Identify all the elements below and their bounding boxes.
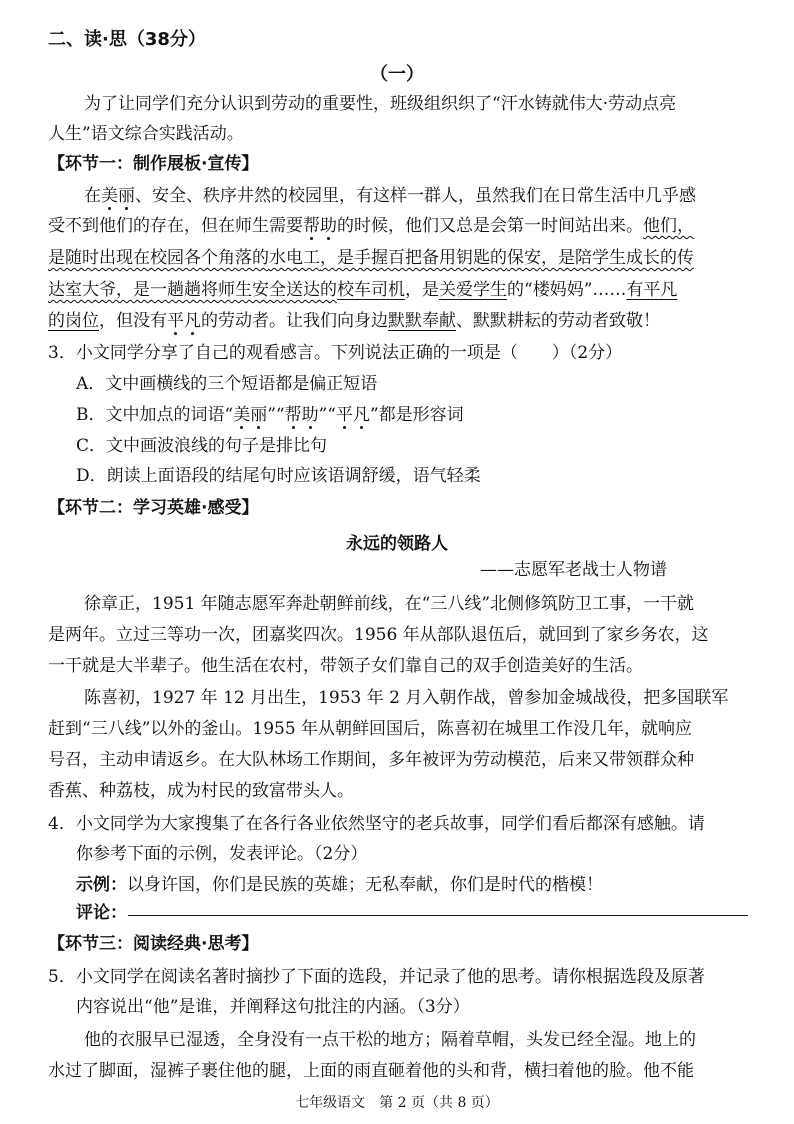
dotted-char: 美 xyxy=(101,186,118,206)
q4-line-2: 你参考下面的示例，发表评论。（2分） xyxy=(76,844,368,864)
part-number: （一） xyxy=(370,64,424,85)
q5-line-2: 内容说出“他”是谁，并阐释这句批注的内涵。（3分） xyxy=(76,997,470,1017)
article-p1-line-1: 徐章正，1951 年随志愿军奔赴朝鲜前线，在“三八线”北侧修筑防卫工事，一干就 xyxy=(84,594,695,614)
article-p2-line-1: 陈喜初，1927 年 12 月出生，1953 年 2 月入朝作战，曾参加金城战役，把多国联军 xyxy=(84,688,729,708)
underlined-phrase: 的岗位 xyxy=(48,311,99,331)
dotted-char: 凡 xyxy=(184,311,201,331)
q3-option-c: C．文中画波浪线的句子是排比句 xyxy=(76,436,328,456)
stage2-title: 【环节二：学习英雄·感受】 xyxy=(48,498,259,518)
dotted-char: 平 xyxy=(167,311,184,331)
q4-line-1: 4．小文同学为大家搜集了在各行各业依然坚守的老兵故事，同学们看后都深有感触。请 xyxy=(48,814,705,834)
q5-line-1: 5．小文同学在阅读名著时摘抄了下面的选段，并记录了他的思考。请你根据选段及原著 xyxy=(48,967,705,987)
dotted-char: 丽 xyxy=(118,186,135,206)
underlined-phrase: 默默奉献 xyxy=(388,311,456,331)
article-p2-line-3: 号召，主动申请返乡。在大队林场工作期间，多年被评为劳动模范，后来又带领群众种 xyxy=(48,750,694,770)
article-subtitle: ——志愿军老战士人物谱 xyxy=(480,560,667,580)
stage1-title: 【环节一：制作展板·宣传】 xyxy=(48,154,259,174)
underlined-phrase: 保安 xyxy=(507,248,541,268)
underlined-phrase: 水电工 xyxy=(269,248,320,268)
example-line xyxy=(76,875,603,895)
underlined-phrase: 校车司机 xyxy=(337,280,405,300)
article-p2-line-4: 香蕉、种荔枝，成为村民的致富带头人。 xyxy=(48,781,354,801)
dotted-char: 帮 xyxy=(303,216,320,236)
wavy-underline-text: 他们， xyxy=(643,216,694,236)
section-heading: 二、读·思（38分） xyxy=(48,29,206,50)
underlined-phrase: 关爱学生 xyxy=(439,280,507,300)
passage1-line-3: 是随时出现在校园各个角落的水电工，是手握百把备用钥匙的保安，是陪学生成长的传 xyxy=(48,248,694,268)
article-p1-line-3: 一干就是大半辈子。他生活在农村，带领子女们靠自己的双手创造美好的生活。 xyxy=(48,656,643,676)
article-p2-line-2: 赶到“三八线”以外的釜山。1955 年从朝鲜回国后，陈喜初在城里工作没几年，就响应 xyxy=(48,719,693,739)
intro-line-1: 为了让同学们充分认识到劳动的重要性，班级组织织了“汗水铸就伟大·劳动点亮 xyxy=(84,94,677,114)
excerpt-line-2: 水过了脚面，湿裤子裹住他的腿，上面的雨直砸着他的头和背，横扫着他的脸。他不能 xyxy=(48,1061,694,1081)
q3-stem: 3．小文同学分享了自己的观看感言。下列说法正确的一项是（ ）（2分） xyxy=(48,343,623,363)
q3-option-b: B．文中加点的词语“美丽”“帮助”“平凡”都是形容词 xyxy=(76,405,464,425)
article-title: 永远的领路人 xyxy=(346,534,448,554)
passage1-line-1: 在美丽、安全、秩序井然的校园里，有这样一群人，虽然我们在日常生活中几乎感 xyxy=(84,186,696,206)
excerpt-line-1: 他的衣服早已湿透，全身没有一点干松的地方；隔着草帽，头发已经全湿。地上的 xyxy=(84,1030,696,1050)
stage3-title: 【环节三：阅读经典·思考】 xyxy=(48,934,259,954)
article-p1-line-2: 是两年。立过三等功一次，团嘉奖四次。1956 年从部队退伍后，就回到了家乡务农，这 xyxy=(48,625,709,645)
example-label: 示例： xyxy=(76,875,127,895)
comment-label: 评论： xyxy=(76,903,127,923)
q3-option-d: D．朗读上面语段的结尾句时应该语调舒缓，语气轻柔 xyxy=(76,466,481,486)
passage1-line-5: 的岗位，但没有平凡的劳动者。让我们向身边默默奉献、默默耕耘的劳动者致敬！ xyxy=(48,311,660,331)
comment-answer-line[interactable] xyxy=(128,915,748,916)
passage1-line-2: 受不到他们的存在，但在师生需要帮助的时候，他们又总是会第一时间站出来。他们， xyxy=(48,216,694,236)
example-text: 以身许国，你们是民族的英雄；无私奉献，你们是时代的楷模！ xyxy=(127,875,603,895)
q3-option-a: A．文中画横线的三个短语都是偏正短语 xyxy=(76,374,378,394)
dotted-char: 助 xyxy=(320,216,337,236)
underlined-phrase: 有平凡 xyxy=(626,280,678,300)
intro-line-2: 人生”语文综合实践活动。 xyxy=(48,124,244,144)
passage1-line-4: 达室大爷，是一趟趟将师生安全送达的校车司机，是关爱学生的“楼妈妈”……有平凡 xyxy=(48,280,678,300)
page-footer: 七年级语文 第 2 页（共 8 页） xyxy=(295,1095,499,1111)
